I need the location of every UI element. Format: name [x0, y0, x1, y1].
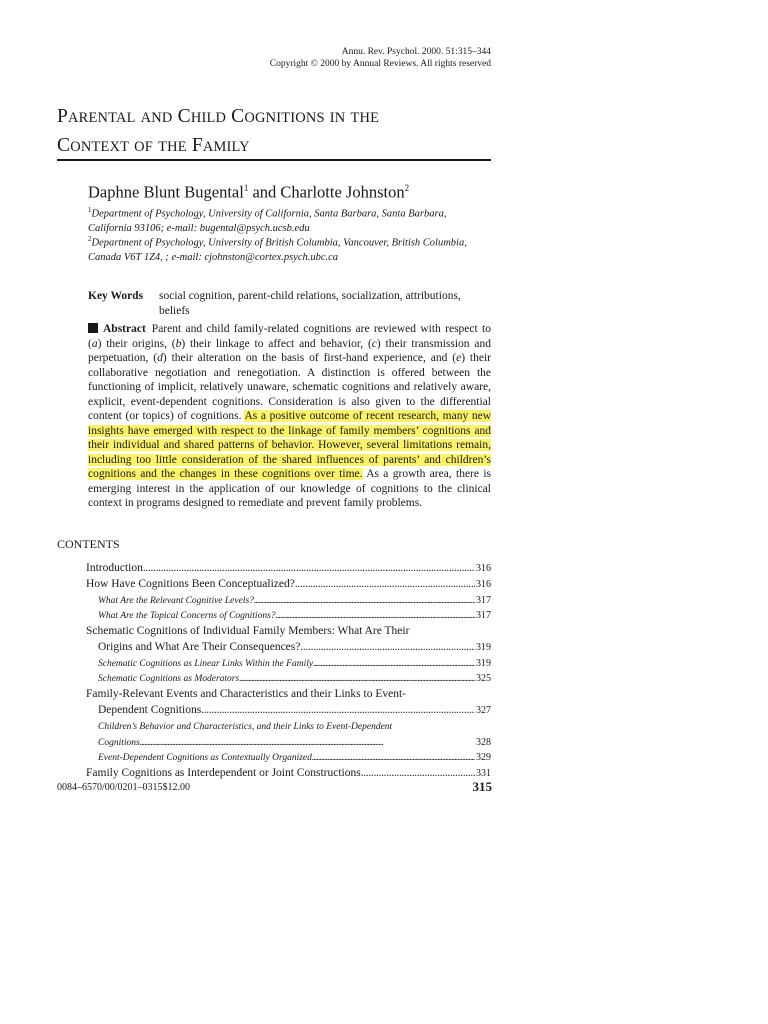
- toc-page-number: 329: [476, 752, 491, 764]
- authors: [88, 178, 409, 203]
- toc-page-number: 316: [476, 563, 491, 574]
- toc-page-number: 331: [476, 768, 491, 780]
- affiliation-2: [88, 232, 490, 266]
- toc-entry[interactable]: [86, 558, 491, 574]
- affiliation-2-mark: 2: [88, 235, 92, 243]
- title-line-1: PARENTAL AND CHILD COGNITIONS IN THE: [57, 106, 380, 127]
- toc-entry-title: Event-Dependent Cognitions as Contextually Organized: [98, 753, 312, 764]
- toc-page-number: 327: [476, 705, 491, 717]
- abstract-label: Abstract: [103, 323, 146, 335]
- toc-leader-dots: [239, 674, 475, 684]
- toc-leader-dots: [313, 659, 475, 669]
- article-title: [57, 103, 497, 161]
- toc-subentry[interactable]: [86, 716, 491, 732]
- copyright-notice: Copyright © 2000 by Annual Reviews. All rights reserved: [269, 59, 491, 69]
- toc-entry-title: Family-Relevant Events and Characteristics and their Links to Event-: [86, 688, 406, 701]
- table-of-contents: [86, 558, 491, 779]
- toc-subentry[interactable]: [86, 669, 491, 685]
- toc-leader-dots: [361, 767, 475, 779]
- toc-page-number: 317: [476, 594, 491, 606]
- toc-leader-dots: [254, 596, 475, 606]
- keywords-text: social cognition, parent-child relations, socialization, attributions, beliefs: [159, 290, 461, 317]
- toc-entry-title: What Are the Topical Concerns of Cognitions?: [98, 611, 276, 622]
- abstract-text-7: As a growth area, there is emerging interest in the application of our knowledge of cognitions to the clinical context in programs designed to remediate and prevent family problems.: [88, 468, 491, 509]
- affiliation-2-text: Department of Psychology, University of British Columbia, Vancouver, British Columbia, Canada V6T 1Z4, ; e-mail: cjohnston@cortex.psych.ubc.ca: [88, 237, 467, 263]
- toc-entry-continued[interactable]: [86, 700, 491, 716]
- abstract-text-2: ) their origins, (: [97, 337, 176, 350]
- abstract-text-6: ) their collaborative negotiation and renegotiation. A distinction is offered between the functioning of implicit, relatively unaware, schematic cognitions and relatively aware, explicit, event-dependent cognitions. Consideration is also given to the differential content (or topics) of cognitions.: [88, 352, 492, 422]
- toc-entry-title: Schematic Cognitions as Linear Links Within the Family: [98, 658, 314, 669]
- abstract-item-b: b: [175, 337, 182, 350]
- abstract-text-4: ) their transmission and perpetuation, (: [88, 337, 491, 364]
- toc-entry-title: Family Cognitions as Interdependent or Joint Constructions: [86, 767, 361, 780]
- toc-entry[interactable]: [86, 574, 491, 590]
- toc-entry-title: Origins and What Are Their Consequences?: [98, 641, 301, 654]
- abstract-highlight: As a positive outcome of recent research, many new insights have emerged with respect to the linkage of family members’ cognitions and their individual and shared patterns of behavior. However, several limitations remain, including too little consideration of the shared influences of parents’ and children’s cognitions and the changes in these cognitions over time.: [88, 410, 491, 480]
- abstract-item-d: d: [157, 352, 163, 364]
- abstract-square-icon: [88, 323, 98, 333]
- toc-leader-dots: [140, 738, 475, 748]
- abstract-item-a: a: [91, 337, 98, 350]
- toc-leader-dots: [201, 704, 475, 716]
- toc-entry-title: What Are the Relevant Cognitive Levels?: [98, 595, 254, 606]
- toc-leader-dots: [295, 578, 475, 590]
- toc-entry-title: Children’s Behavior and Characteristics, and their Links to Event-Dependent: [98, 721, 393, 732]
- journal-info: [270, 46, 491, 70]
- toc-subentry[interactable]: [86, 748, 491, 764]
- abstract-text-5: ) their alteration on the basis of first-hand experience, and (: [162, 352, 457, 364]
- toc-entry[interactable]: [86, 621, 491, 637]
- toc-entry-continued[interactable]: [86, 637, 491, 653]
- abstract: [88, 322, 491, 511]
- toc-leader-dots: [300, 641, 475, 653]
- toc-page-number: 319: [476, 657, 491, 669]
- toc-leader-dots: [312, 753, 475, 763]
- author-connector: and: [248, 182, 281, 202]
- author-1: Daphne Blunt Bugental: [88, 182, 244, 202]
- contents-heading: CONTENTS: [57, 537, 120, 551]
- toc-subentry[interactable]: [86, 606, 491, 622]
- toc-leader-dots: [143, 562, 475, 574]
- abstract-item-e: e: [456, 352, 462, 364]
- affiliation-1-mark: 1: [88, 206, 92, 214]
- toc-leader-dots: [276, 611, 475, 621]
- keywords-label: Key Words: [88, 290, 144, 302]
- toc-page-number: 317: [476, 610, 491, 622]
- toc-page-number: 328: [476, 736, 491, 748]
- toc-entry[interactable]: [86, 763, 491, 779]
- toc-entry-title: Cognitions: [98, 737, 140, 748]
- abstract-text-3: ) their linkage to affect and behavior, (: [181, 337, 372, 350]
- toc-entry-title: Schematic Cognitions as Moderators: [98, 674, 240, 685]
- toc-entry[interactable]: [86, 684, 491, 700]
- title-rule: [57, 159, 491, 161]
- journal-citation: Annu. Rev. Psychol. 2000. 51:315–344: [341, 47, 491, 57]
- affiliation-1-text: Department of Psychology, University of California, Santa Barbara, Santa Barbara, California 93106; e-mail: bugental@psych.ucsb.edu: [88, 208, 447, 234]
- toc-entry-title: Schematic Cognitions of Individual Family Members: What Are Their: [86, 625, 410, 638]
- title-line-2: CONTEXT OF THE FAMILY: [57, 135, 250, 156]
- author-1-affil-mark: 1: [243, 183, 249, 193]
- toc-page-number: 316: [476, 579, 491, 590]
- abstract-item-c: c: [371, 337, 377, 350]
- author-2: Charlotte Johnston: [280, 182, 405, 202]
- toc-entry-title: How Have Cognitions Been Conceptualized?: [86, 578, 295, 590]
- toc-page-number: 325: [476, 673, 491, 685]
- author-2-affil-mark: 2: [404, 183, 410, 193]
- toc-subentry[interactable]: [86, 653, 491, 669]
- toc-subentry[interactable]: [86, 590, 491, 606]
- footer-code: 0084–6570/00/0201–0315$12.00: [57, 782, 191, 793]
- footer-page-number: 315: [472, 779, 492, 794]
- abstract-text-1: Parent and child family-related cognitions are reviewed with respect to (: [88, 323, 491, 350]
- toc-entry-title: Dependent Cognitions: [98, 704, 202, 717]
- toc-entry-title: Introduction: [86, 562, 143, 574]
- toc-page-number: 319: [476, 642, 491, 654]
- toc-subentry-continued[interactable]: [86, 732, 491, 748]
